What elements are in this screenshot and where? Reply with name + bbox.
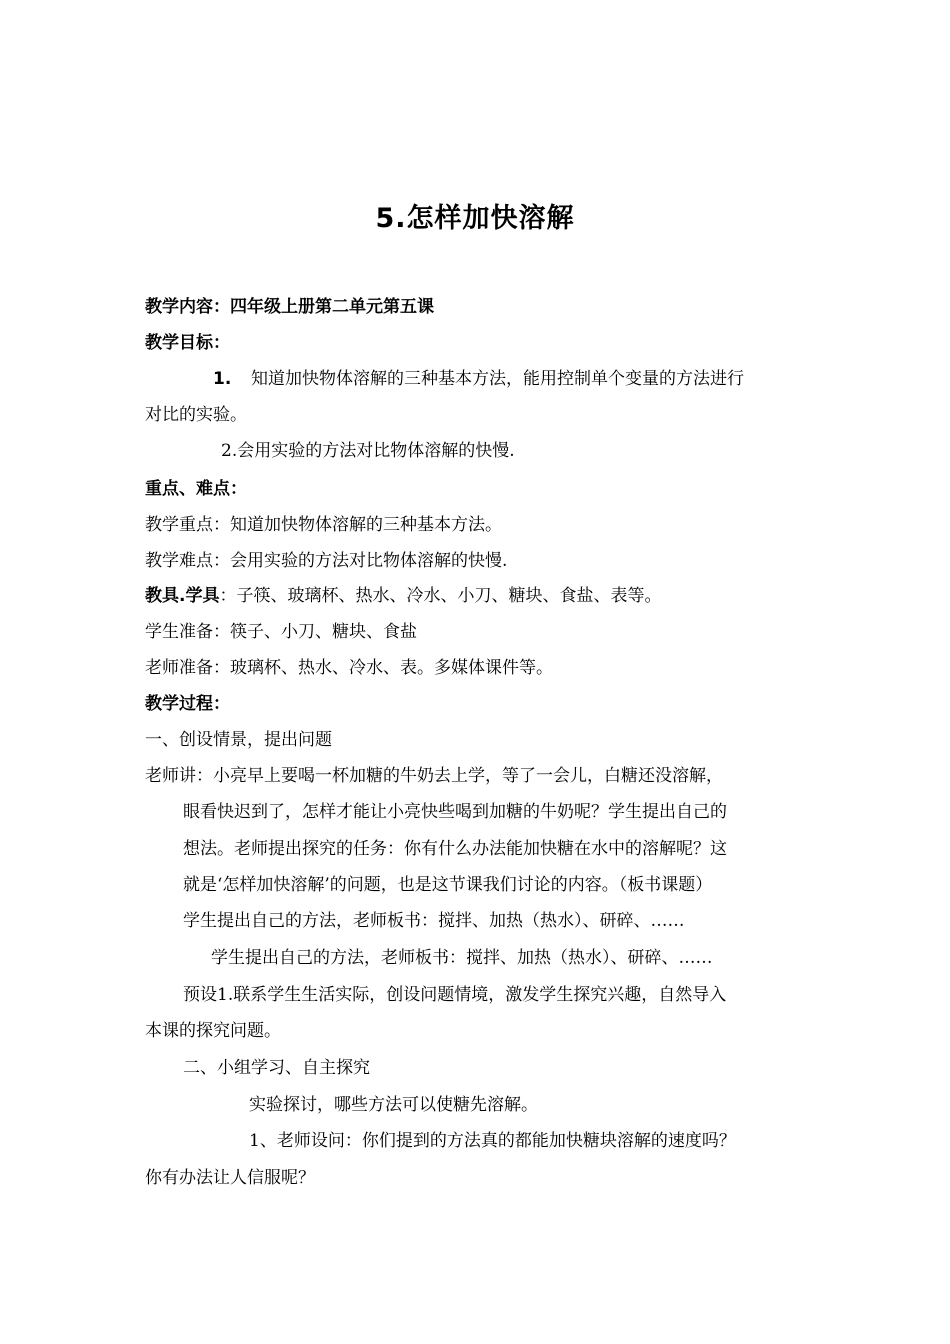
materials-label: 教具.学具 bbox=[145, 586, 220, 606]
paragraph-2: 学生提出自己的方法，老师板书：搅拌、加热（热水）、研碎、…… bbox=[211, 948, 713, 968]
teaching-content-line bbox=[145, 294, 434, 320]
difficult-point-line: 教学难点：会用实验的方法对比物体溶解的快慢. bbox=[145, 551, 508, 571]
page-title: 5.怎样加快溶解 bbox=[375, 203, 575, 234]
paragraph-1-line-3: 想法。老师提出探究的任务：你有什么办法能加快糖在水中的溶解呢？这 bbox=[183, 839, 727, 859]
paragraph-5-line-1: 1、老师设问：你们提到的方法真的都能加快糖块溶解的速度吗？ bbox=[249, 1131, 736, 1151]
teacher-prep-line: 老师准备：玻璃杯、热水、冷水、表。多媒体课件等。 bbox=[145, 658, 553, 678]
section-1-heading: 一、创设情景，提出问题 bbox=[145, 730, 332, 750]
paragraph-1-line-5: 学生提出自己的方法，老师板书：搅拌、加热（热水）、研碎、…… bbox=[183, 911, 685, 931]
key-points-heading: 重点、难点： bbox=[145, 479, 247, 499]
teaching-content-label: 教学内容： bbox=[145, 297, 230, 317]
teaching-process-heading: 教学过程： bbox=[145, 694, 230, 714]
paragraph-5-line-2: 你有办法让人信服呢？ bbox=[145, 1168, 315, 1188]
objective-1-line bbox=[213, 366, 744, 392]
objective-1-continuation: 对比的实验。 bbox=[145, 405, 247, 425]
student-prep-line: 学生准备：筷子、小刀、糖块、食盐 bbox=[145, 622, 417, 642]
paragraph-1-line-1: 老师讲：小亮早上要喝一杯加糖的牛奶去上学，等了一会儿，白糖还没溶解， bbox=[145, 766, 723, 786]
paragraph-4: 实验探讨，哪些方法可以使糖先溶解。 bbox=[249, 1095, 538, 1115]
paragraph-1-line-2: 眼看快迟到了，怎样才能让小亮快些喝到加糖的牛奶呢？学生提出自己的 bbox=[183, 802, 727, 822]
materials-line bbox=[145, 583, 661, 609]
teaching-objectives-heading: 教学目标： bbox=[145, 333, 230, 353]
objective-2-line: 2.会用实验的方法对比物体溶解的快慢. bbox=[221, 441, 515, 461]
teaching-content-value: 四年级上册第二单元第五课 bbox=[230, 297, 434, 317]
key-point-line: 教学重点：知道加快物体溶解的三种基本方法。 bbox=[145, 515, 502, 535]
section-2-heading: 二、小组学习、自主探究 bbox=[183, 1058, 370, 1078]
paragraph-1-line-4: 就是‘怎样加快溶解’的问题，也是这节课我们讨论的内容。（板书课题） bbox=[183, 875, 713, 895]
materials-value: ：子筷、玻璃杯、热水、冷水、小刀、糖块、食盐、表等。 bbox=[219, 586, 662, 606]
paragraph-3-line-1: 预设1.联系学生生活实际，创设问题情境，激发学生探究兴趣，自然导入 bbox=[183, 985, 727, 1005]
objective-1-text: 知道加快物体溶解的三种基本方法，能用控制单个变量的方法进行 bbox=[251, 369, 744, 389]
objective-1-number: 1. bbox=[213, 369, 232, 389]
paragraph-3-line-2: 本课的探究问题。 bbox=[145, 1021, 281, 1041]
